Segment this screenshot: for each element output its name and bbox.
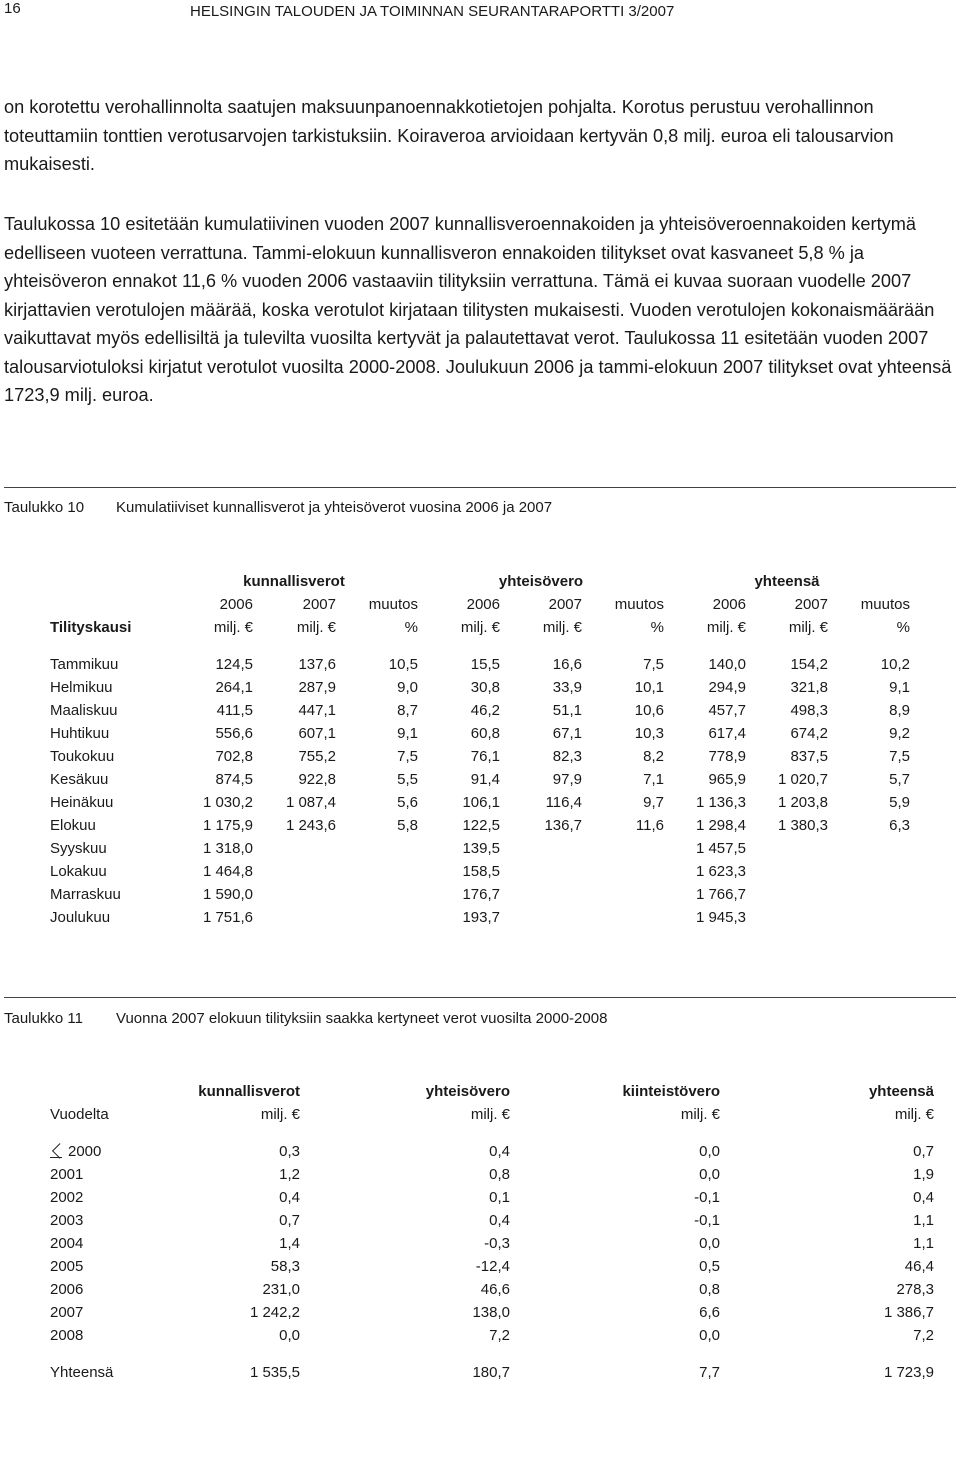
- value-cell: 15,5: [470, 656, 500, 673]
- total-value: 1 535,5: [249, 1364, 300, 1381]
- value-cell: 0,0: [699, 1235, 720, 1252]
- value-cell: [253, 837, 336, 860]
- value-cell: 9,1: [397, 725, 418, 742]
- value-cell: 287,9: [298, 679, 336, 696]
- value-cell: 702,8: [215, 748, 253, 765]
- subhead: 2007: [794, 596, 828, 613]
- value-cell: [253, 883, 336, 906]
- value-cell: 965,9: [708, 771, 746, 788]
- value-cell: 556,6: [215, 725, 253, 742]
- table11-caption-label: Taulukko 11: [4, 1010, 83, 1027]
- unit: %: [896, 619, 910, 636]
- total-value: 7,7: [699, 1364, 720, 1381]
- group-header: yhteisövero: [498, 573, 584, 590]
- value-cell: [500, 837, 582, 860]
- value-cell: 7,2: [913, 1327, 934, 1344]
- value-cell: 321,8: [790, 679, 828, 696]
- value-cell: 8,9: [889, 702, 910, 719]
- value-cell: 10,5: [388, 656, 418, 673]
- running-title: HELSINGIN TALOUDEN JA TOIMINNAN SEURANTARAPORTTI 3/2007: [190, 3, 675, 20]
- value-cell: 140,0: [708, 656, 746, 673]
- table10-caption-text: Kumulatiiviset kunnallisverot ja yhteisöverot vuosina 2006 ja 2007: [116, 499, 553, 516]
- year-cell: 2001: [50, 1166, 84, 1183]
- table10-caption: [4, 499, 552, 516]
- unit: milj. €: [680, 1106, 720, 1123]
- value-cell: 0,1: [489, 1189, 510, 1206]
- table-row: [50, 745, 910, 768]
- value-cell: 0,5: [699, 1258, 720, 1275]
- value-cell: 1 766,7: [695, 886, 746, 903]
- table-10: [50, 570, 910, 929]
- value-cell: 11,6: [635, 817, 664, 834]
- table11-unit-row: [50, 1103, 934, 1126]
- value-cell: [582, 883, 664, 906]
- value-cell: 82,3: [552, 748, 582, 765]
- row-header: Tilityskausi: [50, 619, 132, 636]
- value-cell: 498,3: [790, 702, 828, 719]
- value-cell: 9,1: [889, 679, 910, 696]
- table-row: [50, 676, 910, 699]
- value-cell: 1 945,3: [695, 909, 746, 926]
- subhead: 2006: [712, 596, 746, 613]
- value-cell: 1 175,9: [202, 817, 253, 834]
- table-row: [50, 1301, 934, 1324]
- unit: milj. €: [470, 1106, 510, 1123]
- value-cell: 1 298,4: [695, 817, 746, 834]
- value-cell: 5,6: [397, 794, 418, 811]
- value-cell: 457,7: [708, 702, 746, 719]
- value-cell: [828, 906, 910, 929]
- table-row: [50, 768, 910, 791]
- value-cell: [336, 837, 418, 860]
- value-cell: 5,5: [397, 771, 418, 788]
- value-cell: 1 380,3: [777, 817, 828, 834]
- paragraph-1: on korotettu verohallinnolta saatujen maksuunpanoennakkotietojen pohjalta. Korotus perustuu verohallinnon toteuttamiin tonttien verotusarvojen tarkistuksiin. Koiraveroa arvioidaan kertyvän 0,8 milj. euroa eli talousarvion mukaisesti.: [4, 97, 894, 174]
- month-cell: Kesäkuu: [50, 771, 109, 788]
- value-cell: 0,8: [489, 1166, 510, 1183]
- value-cell: 1,1: [913, 1235, 934, 1252]
- value-cell: [746, 860, 828, 883]
- year-cell: [50, 1140, 140, 1163]
- value-cell: [336, 860, 418, 883]
- unit: milj. €: [542, 619, 582, 636]
- total-row: [50, 1361, 934, 1384]
- value-cell: 1 318,0: [202, 840, 253, 857]
- value-cell: -0,3: [484, 1235, 510, 1252]
- value-cell: 16,6: [552, 656, 582, 673]
- subhead: muutos: [368, 596, 418, 613]
- value-cell: 0,0: [699, 1166, 720, 1183]
- value-cell: 922,8: [298, 771, 336, 788]
- unit: %: [650, 619, 664, 636]
- group-header: yhteensä: [754, 573, 820, 590]
- value-cell: 46,6: [480, 1281, 510, 1298]
- value-cell: 0,0: [279, 1327, 300, 1344]
- value-cell: 138,0: [472, 1304, 510, 1321]
- value-cell: 617,4: [708, 725, 746, 742]
- unit: milj. €: [894, 1106, 934, 1123]
- value-cell: 0,7: [279, 1212, 300, 1229]
- value-cell: 6,6: [699, 1304, 720, 1321]
- value-cell: [828, 860, 910, 883]
- group-header: kunnallisverot: [198, 1083, 300, 1100]
- table-row: [50, 1163, 934, 1186]
- unit: milj. €: [706, 619, 746, 636]
- value-cell: [582, 906, 664, 929]
- page-number: 16: [4, 0, 21, 17]
- less-or-equal-icon: [50, 1144, 62, 1158]
- value-cell: 122,5: [462, 817, 500, 834]
- table10-group-row: [50, 570, 910, 593]
- value-cell: 7,2: [489, 1327, 510, 1344]
- value-cell: 8,2: [643, 748, 664, 765]
- table-row: [50, 1324, 934, 1347]
- value-cell: 8,7: [397, 702, 418, 719]
- value-cell: 9,0: [397, 679, 418, 696]
- value-cell: 1 243,6: [285, 817, 336, 834]
- unit: milj. €: [788, 619, 828, 636]
- value-cell: 1 203,8: [777, 794, 828, 811]
- value-cell: 778,9: [708, 748, 746, 765]
- year-cell: 2002: [50, 1189, 84, 1206]
- divider-table11: [4, 997, 956, 998]
- month-cell: Heinäkuu: [50, 794, 114, 811]
- table-row: [50, 1232, 934, 1255]
- value-cell: [582, 860, 664, 883]
- value-cell: 7,1: [643, 771, 664, 788]
- table11-caption-text: Vuonna 2007 elokuun tilityksiin saakka kertyneet verot vuosilta 2000-2008: [116, 1010, 608, 1027]
- month-cell: Tammikuu: [50, 656, 119, 673]
- value-cell: 0,0: [699, 1143, 720, 1160]
- table-row: [50, 1255, 934, 1278]
- month-cell: Lokakuu: [50, 863, 107, 880]
- value-cell: 5,9: [889, 794, 910, 811]
- value-cell: [746, 906, 828, 929]
- table10-subhead-row: [50, 593, 910, 616]
- value-cell: 607,1: [298, 725, 336, 742]
- table-row: [50, 1209, 934, 1232]
- value-cell: 7,5: [397, 748, 418, 765]
- value-cell: [828, 883, 910, 906]
- value-cell: 67,1: [552, 725, 582, 742]
- year-cell: 2006: [50, 1281, 84, 1298]
- value-cell: 9,7: [643, 794, 664, 811]
- value-cell: 0,4: [913, 1189, 934, 1206]
- value-cell: [500, 906, 582, 929]
- value-cell: 0,0: [699, 1327, 720, 1344]
- year-value: 2000: [68, 1143, 102, 1160]
- value-cell: 1 020,7: [777, 771, 828, 788]
- value-cell: 874,5: [215, 771, 253, 788]
- value-cell: 1 030,2: [202, 794, 253, 811]
- value-cell: 30,8: [470, 679, 500, 696]
- value-cell: 1 751,6: [202, 909, 253, 926]
- value-cell: 411,5: [216, 702, 253, 719]
- value-cell: 10,1: [634, 679, 664, 696]
- month-cell: Marraskuu: [50, 886, 121, 903]
- value-cell: 1 590,0: [202, 886, 253, 903]
- total-value: 1 723,9: [883, 1364, 934, 1381]
- value-cell: [253, 906, 336, 929]
- value-cell: 1 087,4: [285, 794, 336, 811]
- value-cell: [253, 860, 336, 883]
- value-cell: 0,3: [279, 1143, 300, 1160]
- subhead: muutos: [614, 596, 664, 613]
- value-cell: 0,8: [699, 1281, 720, 1298]
- table-row: [50, 883, 910, 906]
- value-cell: 294,9: [708, 679, 746, 696]
- unit: milj. €: [296, 619, 336, 636]
- subhead: muutos: [860, 596, 910, 613]
- value-cell: 116,4: [545, 794, 582, 811]
- table-row: [50, 814, 910, 837]
- group-header: yhteisövero: [425, 1083, 510, 1100]
- value-cell: 176,7: [462, 886, 500, 903]
- table-row: [50, 791, 910, 814]
- subhead: 2007: [302, 596, 336, 613]
- value-cell: 755,2: [298, 748, 336, 765]
- unit: milj. €: [460, 619, 500, 636]
- total-label: Yhteensä: [50, 1364, 114, 1381]
- value-cell: -12,4: [475, 1258, 510, 1275]
- value-cell: 0,4: [279, 1189, 300, 1206]
- value-cell: 9,2: [889, 725, 910, 742]
- table-row: [50, 1278, 934, 1301]
- value-cell: 1,9: [913, 1166, 934, 1183]
- value-cell: 231,0: [262, 1281, 300, 1298]
- value-cell: 51,1: [552, 702, 582, 719]
- unit: milj. €: [260, 1106, 300, 1123]
- table11-caption: [4, 1010, 607, 1027]
- value-cell: 1 386,7: [883, 1304, 934, 1321]
- value-cell: 58,3: [270, 1258, 300, 1275]
- table10-unit-row: [50, 616, 910, 639]
- value-cell: 136,7: [544, 817, 582, 834]
- value-cell: 158,5: [462, 863, 500, 880]
- month-cell: Joulukuu: [50, 909, 111, 926]
- month-cell: Syyskuu: [50, 840, 107, 857]
- value-cell: 1 136,3: [695, 794, 746, 811]
- value-cell: 447,1: [298, 702, 336, 719]
- value-cell: 139,5: [462, 840, 500, 857]
- value-cell: 10,2: [880, 656, 910, 673]
- subhead: 2007: [548, 596, 582, 613]
- table10-caption-label: Taulukko 10: [4, 499, 85, 516]
- table11-group-row: [50, 1080, 934, 1103]
- year-cell: 2005: [50, 1258, 84, 1275]
- value-cell: 837,5: [790, 748, 828, 765]
- group-header: kunnallisverot: [243, 573, 345, 590]
- year-cell: 2007: [50, 1304, 84, 1321]
- table-row: [50, 1140, 934, 1163]
- value-cell: -0,1: [694, 1212, 720, 1229]
- value-cell: -0,1: [694, 1189, 720, 1206]
- value-cell: 60,8: [470, 725, 500, 742]
- value-cell: 193,7: [462, 909, 500, 926]
- value-cell: 674,2: [790, 725, 828, 742]
- value-cell: [746, 837, 828, 860]
- value-cell: 6,3: [889, 817, 910, 834]
- value-cell: 124,5: [215, 656, 253, 673]
- value-cell: 278,3: [896, 1281, 934, 1298]
- value-cell: 10,3: [634, 725, 664, 742]
- value-cell: 264,1: [215, 679, 253, 696]
- value-cell: 0,4: [489, 1212, 510, 1229]
- subhead: 2006: [466, 596, 500, 613]
- value-cell: 91,4: [470, 771, 500, 788]
- value-cell: 1 457,5: [695, 840, 746, 857]
- value-cell: [336, 883, 418, 906]
- month-cell: Maaliskuu: [50, 702, 118, 719]
- table-row: [50, 1186, 934, 1209]
- value-cell: 0,4: [489, 1143, 510, 1160]
- table-row: [50, 906, 910, 929]
- value-cell: 10,6: [634, 702, 664, 719]
- value-cell: 5,7: [889, 771, 910, 788]
- unit: milj. €: [213, 619, 253, 636]
- year-cell: 2003: [50, 1212, 84, 1229]
- value-cell: 1,4: [279, 1235, 300, 1252]
- subhead: 2006: [219, 596, 253, 613]
- value-cell: 97,9: [552, 771, 582, 788]
- group-header: kiinteistövero: [622, 1083, 720, 1100]
- value-cell: 33,9: [552, 679, 582, 696]
- value-cell: 154,2: [790, 656, 828, 673]
- total-value: 180,7: [472, 1364, 510, 1381]
- value-cell: 46,2: [470, 702, 500, 719]
- month-cell: Elokuu: [50, 817, 96, 834]
- divider-table10: [4, 487, 956, 488]
- value-cell: 1 464,8: [202, 863, 253, 880]
- value-cell: [746, 883, 828, 906]
- value-cell: 1,1: [913, 1212, 934, 1229]
- year-cell: 2004: [50, 1235, 84, 1252]
- month-cell: Helmikuu: [50, 679, 113, 696]
- value-cell: 46,4: [904, 1258, 934, 1275]
- unit: %: [404, 619, 418, 636]
- value-cell: 7,5: [889, 748, 910, 765]
- value-cell: 1 242,2: [249, 1304, 300, 1321]
- value-cell: 5,8: [397, 817, 418, 834]
- value-cell: 7,5: [643, 656, 664, 673]
- table-row: [50, 653, 910, 676]
- row-header: Vuodelta: [50, 1106, 109, 1123]
- value-cell: 1,2: [279, 1166, 300, 1183]
- table-row: [50, 837, 910, 860]
- value-cell: [582, 837, 664, 860]
- table-11: [50, 1080, 934, 1384]
- paragraph-2: Taulukossa 10 esitetään kumulatiivinen vuoden 2007 kunnallisveroennakoiden ja yhteisöveroennakoiden kertymä edelliseen vuoteen verrattuna. Tammi-elokuun kunnallisveron ennakoiden tilitykset ovat kasvaneet 5,8 % ja yhteisöveron ennakot 11,6 % vuoden 2006 vastaaviin tilityksiin verrattuna. Tämä ei kuvaa suoraan vuodelle 2007 kirjattavien verotulojen määrää, koska verotulot kirjataan tilitysten mukaisesti. Vuoden verotulojen kokonaismäärään vaikuttavat myös edellisiltä ja tulevilta vuosilta kertyvät ja palautettavat verot. Taulukossa 11 esitetään vuoden 2007 talousarviotuloksi kirjatut verotulot vuosilta 2000-2008. Joulukuun 2006 ja tammi-elokuun 2007 tilitykset ovat yhteensä 1723,9 milj. euroa.: [4, 214, 952, 405]
- value-cell: [336, 906, 418, 929]
- table-row: [50, 860, 910, 883]
- group-header: yhteensä: [868, 1083, 934, 1100]
- value-cell: 106,1: [462, 794, 500, 811]
- page-header: [0, 0, 960, 20]
- value-cell: 137,6: [298, 656, 336, 673]
- year-cell: 2008: [50, 1327, 84, 1344]
- month-cell: Huhtikuu: [50, 725, 110, 742]
- month-cell: Toukokuu: [50, 748, 115, 765]
- value-cell: 76,1: [470, 748, 500, 765]
- value-cell: [828, 837, 910, 860]
- value-cell: [500, 883, 582, 906]
- value-cell: 0,7: [913, 1143, 934, 1160]
- value-cell: [500, 860, 582, 883]
- table-row: [50, 722, 910, 745]
- value-cell: 1 623,3: [695, 863, 746, 880]
- table-row: [50, 699, 910, 722]
